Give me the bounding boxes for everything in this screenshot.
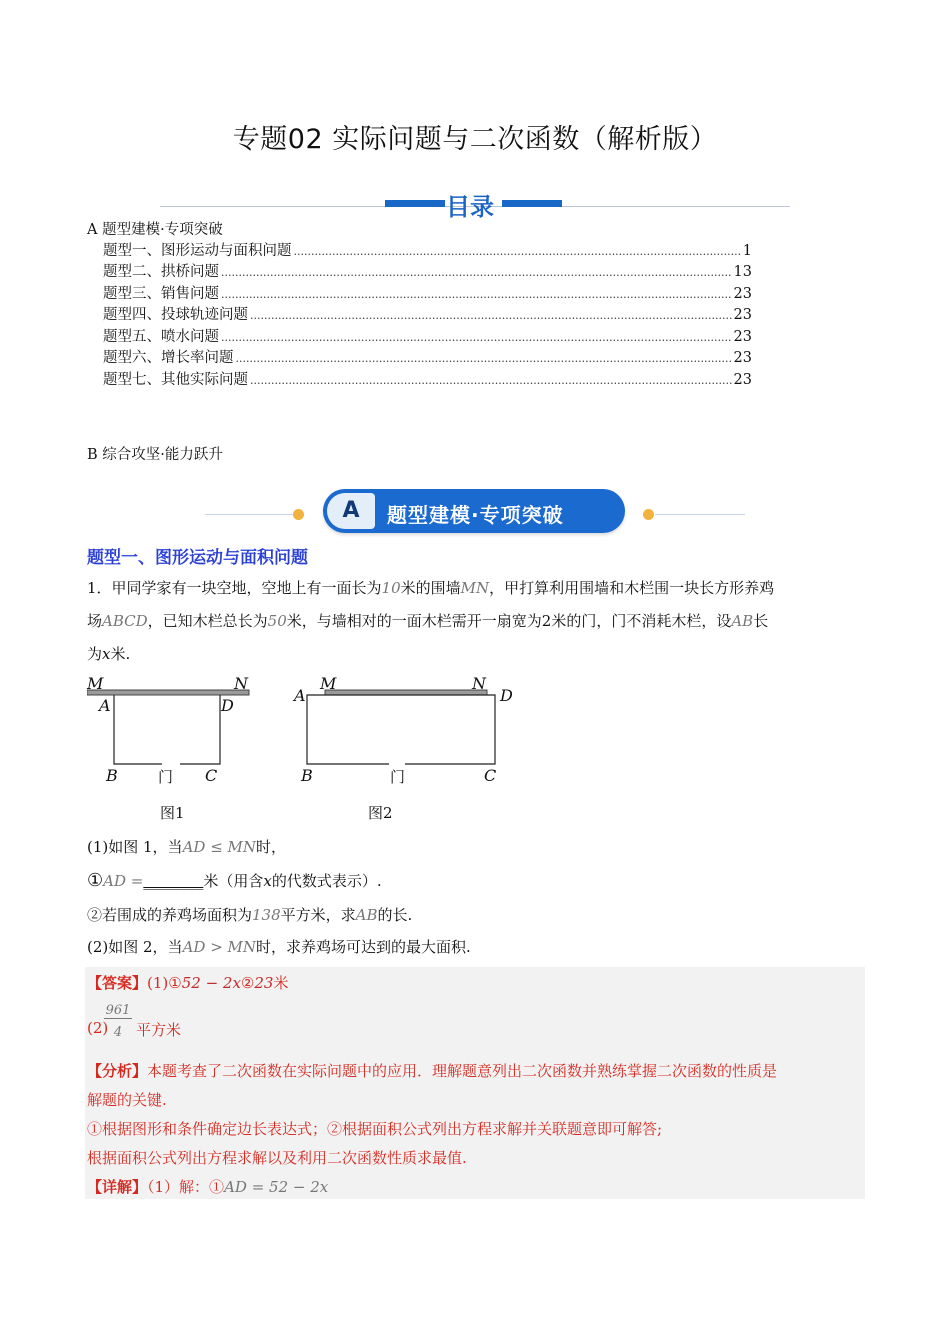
label-N: N [234,674,248,693]
page-title: 专题02 实际问题与二次函数（解析版） [232,124,718,155]
toc-item[interactable]: 题型二、拱桥问题 ..... 13 [87,262,752,284]
toc-bar-left [385,200,445,207]
label-door: 门 [158,768,174,786]
label-A: A [99,696,111,715]
toc-title: 目录 [446,193,494,221]
problem-line-1: 1．甲同学家有一块空地，空地上有一面长为10米的围墙MN，甲打算利用围墙和木栏围一块长方形养鸡 [87,579,775,597]
section-banner [205,486,745,542]
label-C: C [205,766,218,785]
banner-badge: A [327,493,375,529]
toc-item[interactable]: 题型五、喷水问题 ..... 23 [87,327,752,349]
label-B: B [106,766,118,785]
banner-line-left [205,514,295,515]
problem-text [87,572,867,671]
problem-line-3: 为x米. [87,645,131,663]
analysis: 【分析】本题考查了二次函数在实际问题中的应用．理解题意列出二次函数并熟练掌握二次函数的性质是 解题的关键. ①根据图形和条件确定边长表达式；②根据面积公式列出方程求解并关联题意即可解答; 根据面积公式列出方程求解以及利用二次函数性质求最值. [87,1062,778,1167]
toc-item[interactable]: 题型一、图形运动与面积问题 ..... 1 [87,241,752,263]
toc-item[interactable]: 题型六、增长率问题 ..... 23 [87,348,752,370]
figure-caption: 图2 [368,804,393,822]
toc-heading-bar [0,185,950,225]
problem-line-2: 场ABCD，已知木栏总长为50米，与墙相对的一面木栏需开一扇宽为2米的门，门不消耗木栏，设AB长 [87,612,769,630]
banner-text: 题型建模·专项突破 [387,503,564,527]
label-door: 门 [390,768,406,786]
toc-section-b[interactable]: B 综合攻坚·能力跃升 [87,447,223,463]
question-1-2: ②若围成的养鸡场面积为138平方米，求AB的长. [87,906,413,924]
label-M: M [320,674,337,693]
type-heading: 题型一、图形运动与面积问题 [87,548,308,568]
banner-dot-left [293,509,304,520]
figure-2 [293,674,523,824]
answer-line-1: 【答案】(1)①52 − 2x②23米 [87,974,289,992]
question-2: (2)如图 2，当AD > MN时，求养鸡场可达到的最大面积. [87,938,471,956]
fraction-denominator: 4 [113,1025,123,1040]
figure-2-drawing [293,674,523,824]
toc-bar-right [502,200,562,207]
banner-dot-right [643,509,654,520]
question-1: (1)如图 1，当AD ≤ MN时， [87,838,287,856]
label-N: N [472,674,486,693]
question-1-1: ①AD =________米（用含x的代数式表示）. [87,870,382,891]
table-of-contents [87,220,752,391]
fraction-numerator: 961 [105,1003,131,1018]
label-D: D [221,696,234,715]
label-C: C [484,766,497,785]
banner-line-right [655,514,745,515]
toc-section-a[interactable]: A 题型建模·专项突破 [87,222,223,238]
label-B: B [301,766,313,785]
label-A: A [294,686,306,705]
label-D: D [500,686,513,705]
toc-item[interactable]: 题型三、销售问题 ..... 23 [87,284,752,306]
detail: 【详解】（1）解：①AD = 52 − 2x [87,1178,329,1196]
toc-item[interactable]: 题型四、投球轨迹问题 ..... 23 [87,305,752,327]
figure-caption: 图1 [160,804,185,822]
label-M: M [87,674,104,693]
figure-1 [87,674,257,824]
toc-item[interactable]: 题型七、其他实际问题 ..... 23 [87,370,752,392]
